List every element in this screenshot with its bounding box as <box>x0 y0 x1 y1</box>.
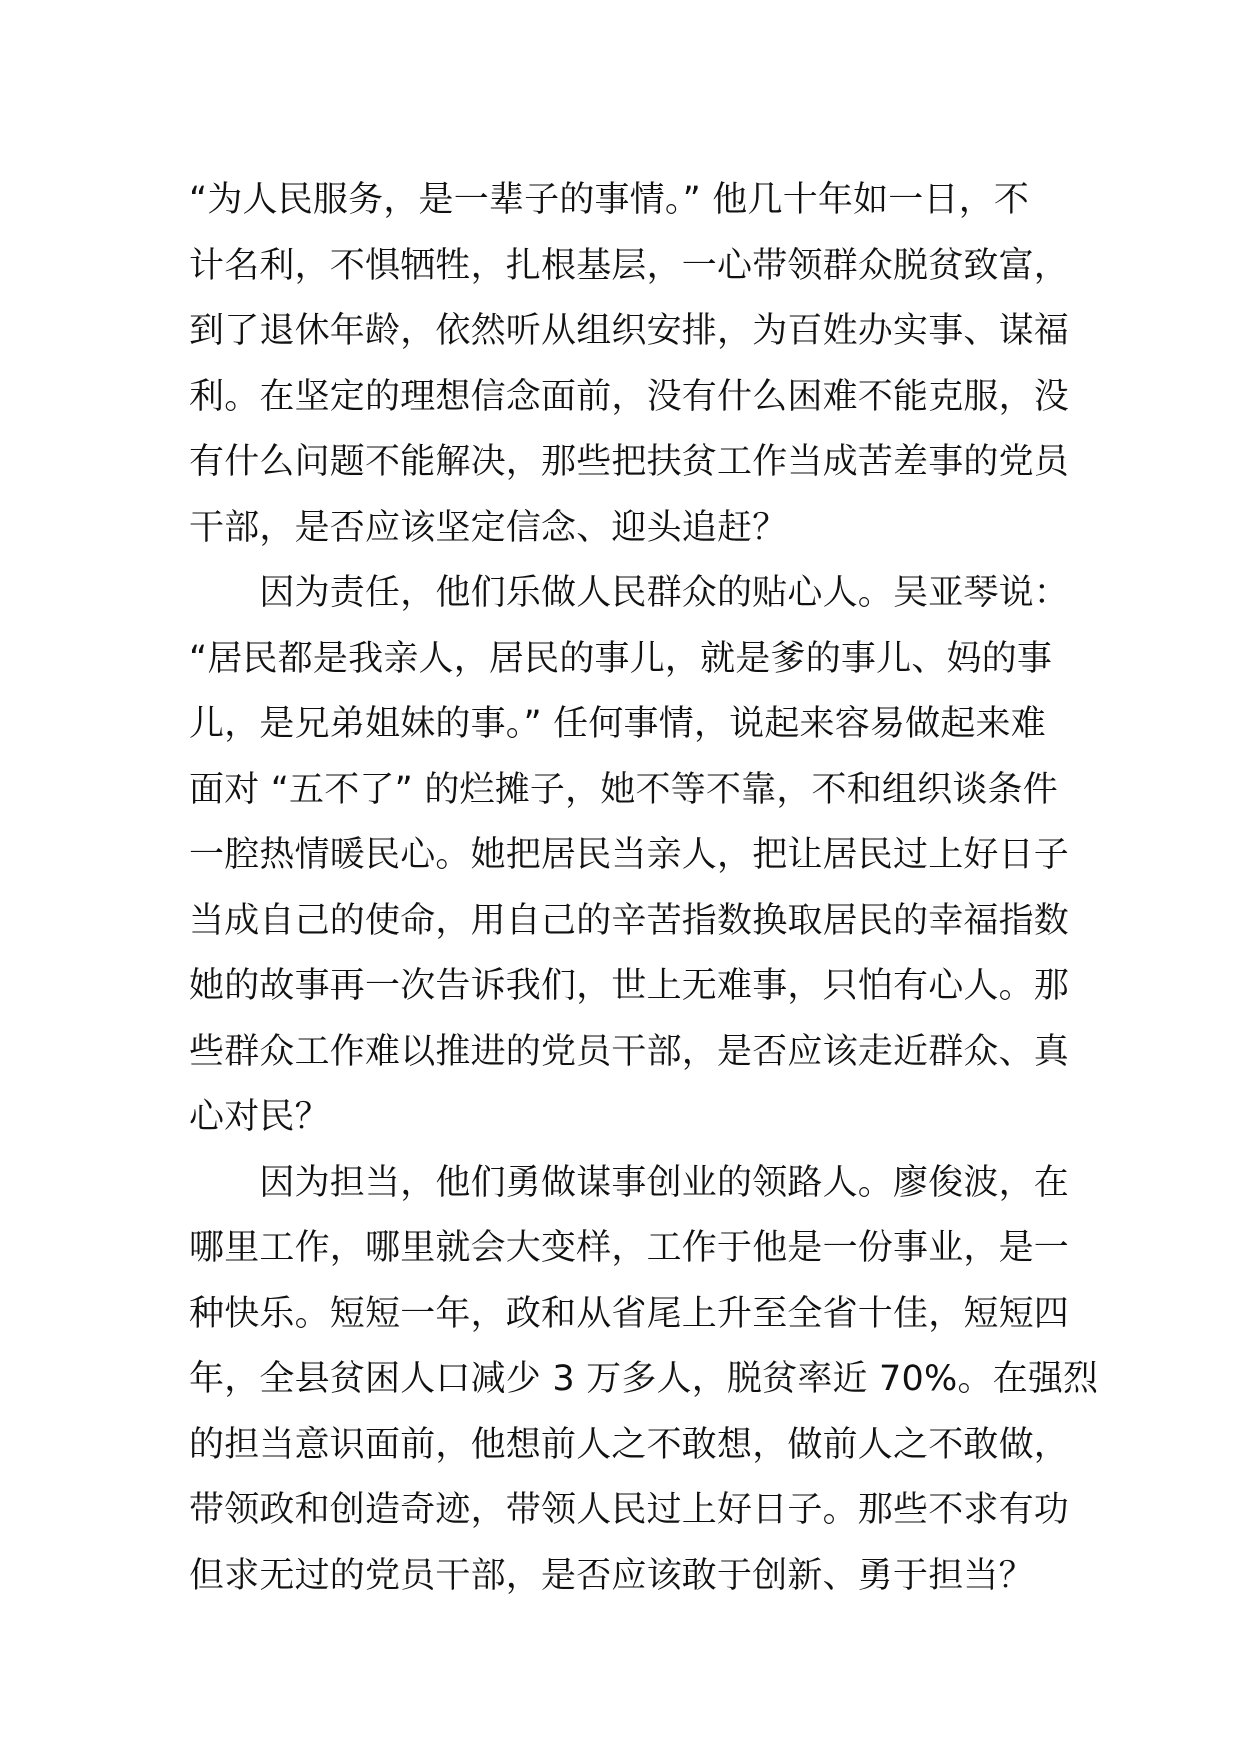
text-line: 心对民？ <box>189 1097 330 1137</box>
text-line: “为人民服务，是一辈子的事情。” 他几十年如一日，不 <box>189 180 1030 220</box>
body-text <box>189 168 1099 1609</box>
text-line: 面对 “五不了” 的烂摊子，她不等不靠，不和组织谈条件 <box>189 769 1058 810</box>
text-line: 哪里工作，哪里就会大变样，工作于他是一份事业，是一 <box>189 1228 1070 1268</box>
text-line: 种快乐。短短一年，政和从省尾上升至全省十佳，短短四 <box>189 1293 1070 1334</box>
text-line: 但求无过的党员干部，是否应该敢于创新、勇于担当？ <box>189 1555 1034 1596</box>
text-line: 当成自己的使命，用自己的辛苦指数换取居民的幸福指数 <box>189 900 1070 941</box>
text-line: 干部，是否应该坚定信念、迎头追赶？ <box>189 507 788 548</box>
text-line: 儿，是兄弟姐妹的事。” 任何事情，说起来容易做起来难 <box>189 704 1046 744</box>
text-line: 年，全县贫困人口减少 3 万多人，脱贫率近 70%。在强烈 <box>189 1359 1099 1399</box>
text-line: 计名利，不惧牺牲，扎根基层，一心带领群众脱贫致富， <box>189 245 1070 286</box>
text-line: “居民都是我亲人，居民的事儿，就是爹的事儿、妈的事 <box>189 638 1053 679</box>
text-line: 因为担当，他们勇做谋事创业的领路人。廖俊波，在 <box>189 1162 1070 1203</box>
text-line: 利。在坚定的理想信念面前，没有什么困难不能克服，没 <box>189 376 1070 417</box>
text-line: 的担当意识面前，他想前人之不敢想，做前人之不敢做， <box>189 1424 1070 1465</box>
text-line: 带领政和创造奇迹，带领人民过上好日子。那些不求有功 <box>189 1490 1070 1530</box>
text-line: 些群众工作难以推进的党员干部，是否应该走近群众、真 <box>189 1031 1070 1072</box>
text-line: 到了退休年龄，依然听从组织安排，为百姓办实事、谋福 <box>189 311 1070 351</box>
text-line: 一腔热情暖民心。她把居民当亲人，把让居民过上好日子 <box>189 835 1070 875</box>
text-line: 因为责任，他们乐做人民群众的贴心人。吴亚琴说： <box>189 573 1070 613</box>
text-line: 她的故事再一次告诉我们，世上无难事，只怕有心人。那 <box>189 966 1070 1006</box>
text-line: 有什么问题不能解决，那些把扶贫工作当成苦差事的党员 <box>189 442 1070 482</box>
